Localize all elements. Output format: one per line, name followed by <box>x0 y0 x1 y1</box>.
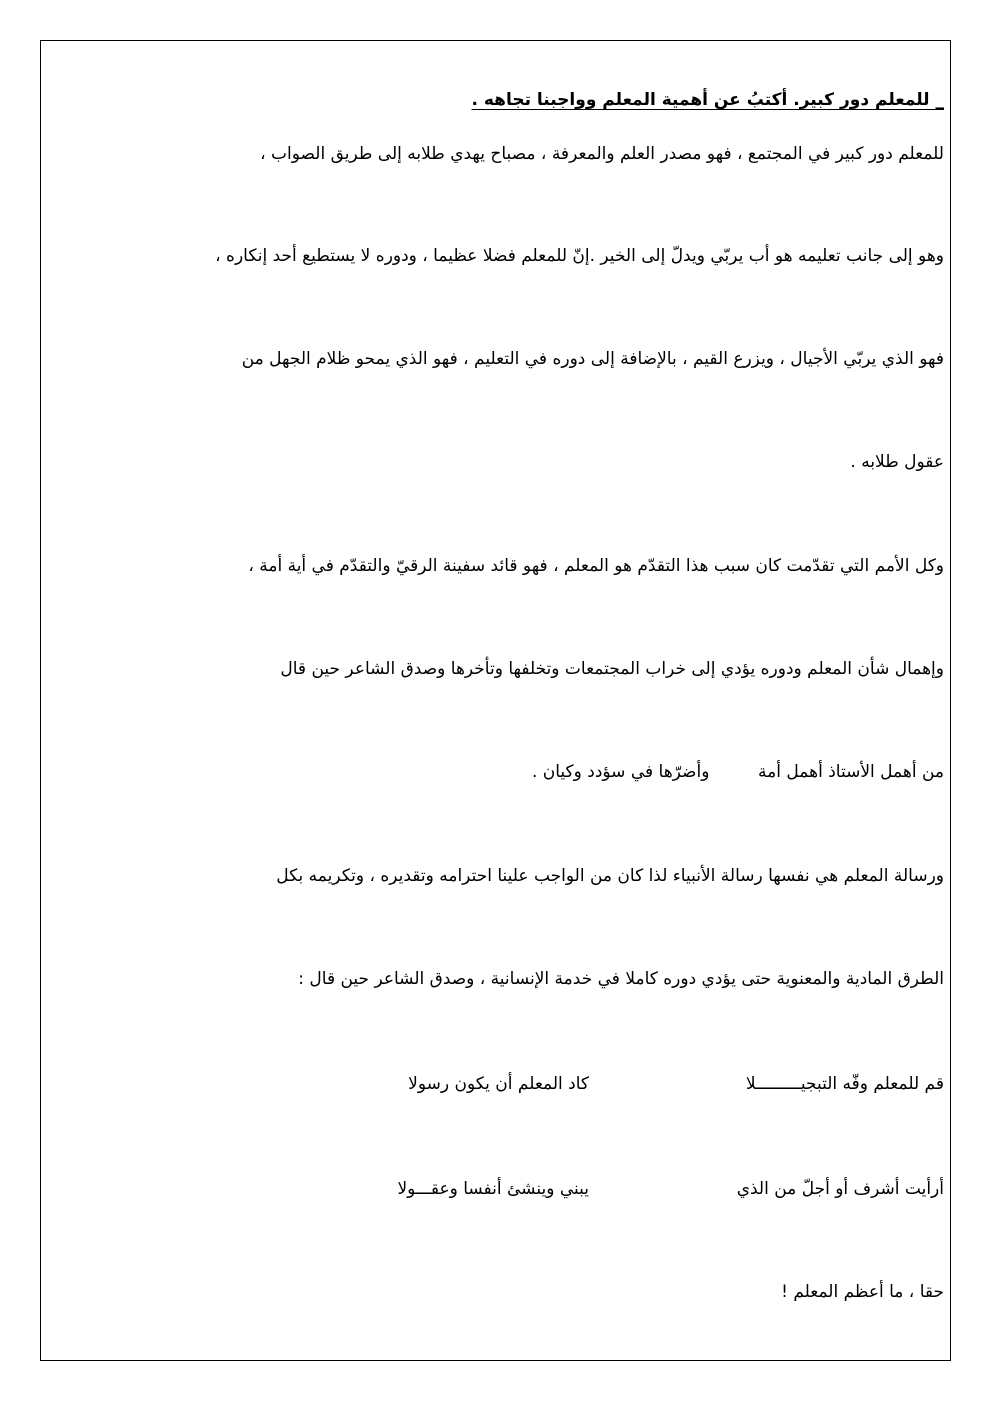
paragraph-line-6: وإهمال شأن المعلم ودوره يؤدي إلى خراب المجتمعات وتخلفها وتأخرها وصدق الشاعر حين قال <box>280 659 944 679</box>
paragraph-line-3: فهو الذي يربّي الأجيال ، ويزرع القيم ، بالإضافة إلى دوره في التعليم ، فهو الذي يمحو ظلام الجهل من <box>241 349 944 369</box>
poem-verse-1-first: قم للمعلم وفّه التبجيـــــــــلا <box>745 1074 944 1094</box>
paragraph-line-1: للمعلم دور كبير في المجتمع ، فهو مصدر العلم والمعرفة ، مصباح يهدي طلابه إلى طريق الصواب ، <box>260 144 944 164</box>
page-border <box>40 40 951 1361</box>
paragraph-line-2: وهو إلى جانب تعليمه هو أب يربّي ويدلّ إلى الخير .إنّ للمعلم فضلا عظيما ، ودوره لا يستطيع أحد إنكاره ، <box>215 246 944 266</box>
poem-verse-2 <box>50 1177 944 1201</box>
quote-line: من أهمل الأستاذ أهمل أمة وأضرّها في سؤدد وكيان . <box>531 762 944 782</box>
poem-verse-1-second: كاد المعلم أن يكون رسولا <box>408 1074 589 1094</box>
paragraph2-line-1: ورسالة المعلم هي نفسها رسالة الأنبياء لذا كان من الواجب علينا احترامه وتقديره ، وتكريمه بكل <box>276 866 944 886</box>
paragraph-line-4: عقول طلابه . <box>850 452 944 472</box>
closing-line: حقا ، ما أعظم المعلم ! <box>781 1282 944 1302</box>
paragraph-line-5: وكل الأمم التي تقدّمت كان سبب هذا التقدّم هو المعلم ، فهو قائد سفينة الرقيّ والتقدّم في أية أمة ، <box>248 556 944 576</box>
paragraph2-line-2: الطرق المادية والمعنوية حتى يؤدي دوره كاملا في خدمة الإنسانية ، وصدق الشاعر حين قال : <box>298 969 944 989</box>
poem-verse-2-first: أرأيت أشرف أو أجلّ من الذي <box>736 1179 944 1199</box>
poem-verse-1 <box>50 1072 944 1096</box>
essay-heading: _ للمعلم دور كبير. أكتبُ عن أهمية المعلم وواجبنا تجاهه . <box>471 90 944 110</box>
poem-verse-2-second: يبني وينشئ أنفسا وعقـــولا <box>397 1179 589 1199</box>
